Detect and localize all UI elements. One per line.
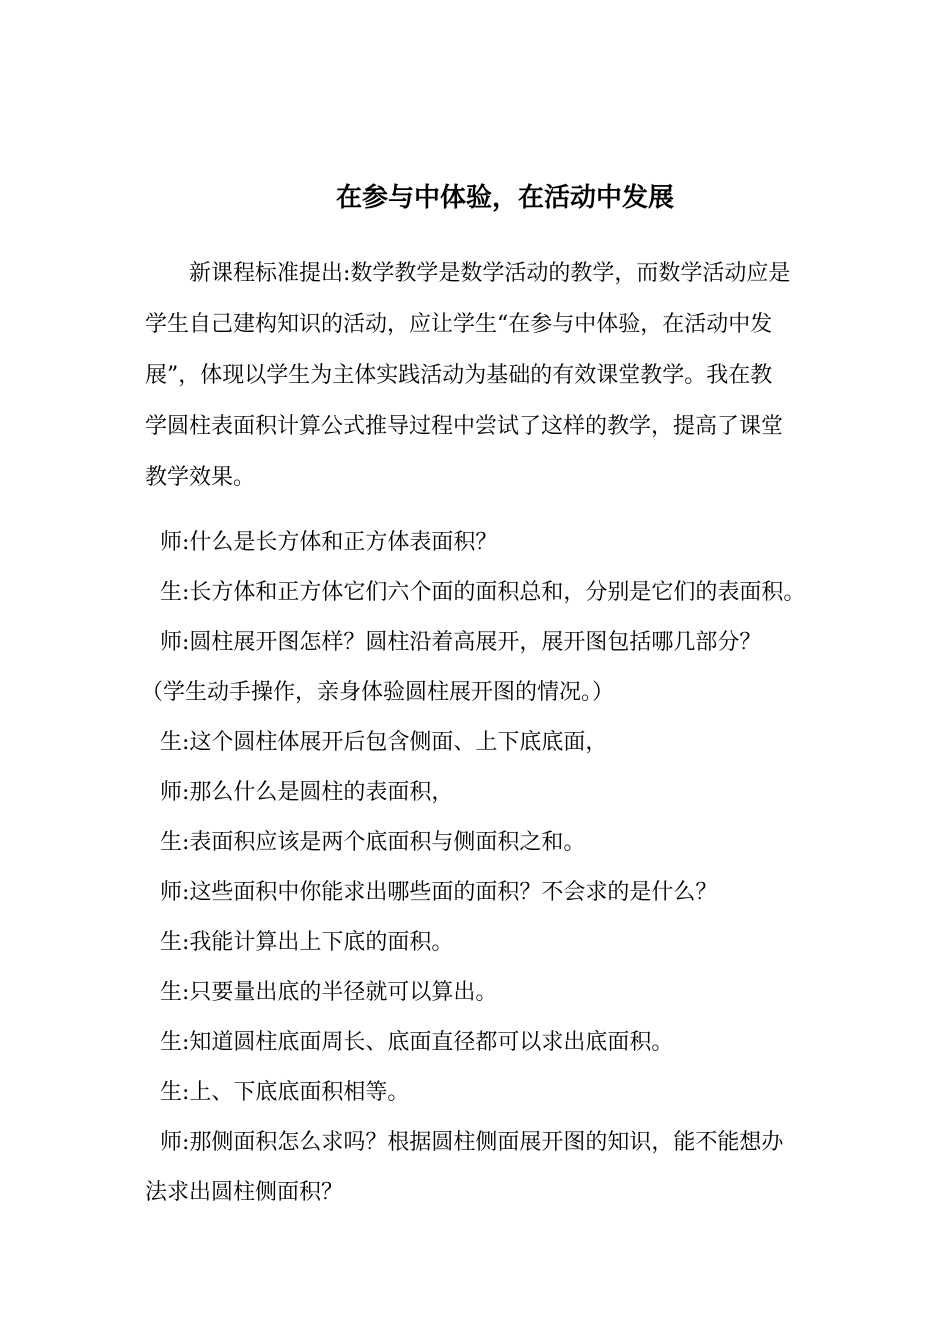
dialogue-line: 生:表面积应该是两个底面积与侧面积之和。 (160, 830, 586, 855)
dialogue-line: 师:圆柱展开图怎样？圆柱沿着高展开，展开图包括哪几部分？ (160, 630, 762, 655)
intro-line: 教学效果。 (145, 465, 256, 490)
dialogue-line: 师:那么什么是圆柱的表面积， (160, 780, 454, 805)
intro-line: 学生自己建构知识的活动，应让学生“在参与中体验，在活动中发 (145, 312, 773, 337)
dialogue-line: 生:长方体和正方体它们六个面的面积总和，分别是它们的表面积。 (160, 580, 806, 605)
dialogue-line: 生:这个圆柱体展开后包含侧面、上下底底面， (160, 730, 608, 755)
document-title: 在参与中体验，在活动中发展 (335, 183, 674, 213)
dialogue-section (141, 518, 835, 1218)
dialogue-line: 师:什么是长方体和正方体表面积？ (160, 530, 498, 555)
dialogue-line: 师:这些面积中你能求出哪些面的面积？不会求的是什么？ (160, 880, 718, 905)
dialogue-line: 生:知道圆柱底面周长、底面直径都可以求出底面积。 (160, 1030, 674, 1055)
dialogue-line: 师:那侧面积怎么求吗？根据圆柱侧面展开图的知识，能不能想办 (160, 1130, 784, 1155)
dialogue-line: （学生动手操作，亲身体验圆柱展开图的情况。） (141, 680, 615, 705)
intro-paragraph (145, 248, 825, 503)
intro-line: 学圆柱表面积计算公式推导过程中尝试了这样的教学，提高了课堂 (145, 414, 784, 439)
dialogue-line: 法求出圆柱侧面积？ (145, 1180, 344, 1205)
intro-line: 新课程标准提出:数学教学是数学活动的教学，而数学活动应是 (189, 261, 791, 286)
dialogue-line: 生:只要量出底的半径就可以算出。 (160, 980, 498, 1005)
dialogue-line: 生:上、下底底面积相等。 (160, 1080, 410, 1105)
intro-line: 展”，体现以学生为主体实践活动为基础的有效课堂教学。我在教 (145, 363, 773, 388)
dialogue-line: 生:我能计算出上下底的面积。 (160, 930, 454, 955)
